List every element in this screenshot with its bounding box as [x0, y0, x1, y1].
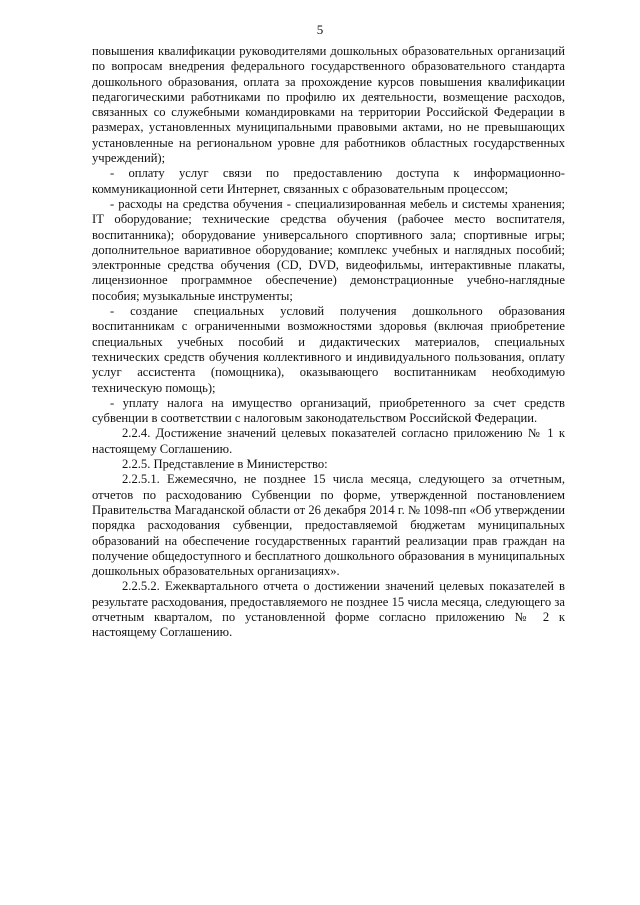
paragraph-learning-equipment: - расходы на средства обучения - специализированная мебель и системы хранения; IT оборудование; технические средства обучения (рабочее место воспитателя, воспитанника); оборудование универсального спортивного зала; спортивные игры; дополнительное вариативное оборудование; комплекс учебных и наглядных пособий; электронные средства обучения (CD, DVD, видеофильмы, интерактивные плакаты, лицензионное программное обеспечение) демонстрационные учебно-наглядные пособия; музыкальные инструменты; [92, 196, 565, 303]
paragraph-2-2-5-1: 2.2.5.1. Ежемесячно, не позднее 15 числа месяца, следующего за отчетным, отчетов по расходованию Субвенции по форме, утвержденной постановлением Правительства Магаданской области от 26 декабря 2014 г. № 1098-пп «Об утверждении порядка расходования субвенции, предоставляемой бюджетам муниципальных образований на обеспечение государственных гарантий реализации прав граждан на получение общедоступного и бесплатного дошкольного образования в муниципальных дошкольных образовательных организациях». [92, 472, 565, 579]
document-body [92, 44, 565, 641]
paragraph-special-conditions: - создание специальных условий получения дошкольного образования воспитанникам с ограниченными возможностями здоровья (включая приобретение специальных учебных пособий и дидактических материалов, специальных технических средств обучения коллективного и индивидуального пользования, оплату услуг ассистента (помощника), оказывающего воспитанникам необходимую техническую помощь); [92, 304, 565, 395]
page-number: 5 [316, 22, 324, 37]
paragraph-property-tax: - уплату налога на имущество организаций, приобретенного за счет средств субвенции в соответствии с налоговым законодательством Российской Федерации. [92, 395, 565, 426]
paragraph-2-2-5: 2.2.5. Представление в Министерство: [122, 457, 328, 472]
paragraph-2-2-5-2: 2.2.5.2. Ежеквартального отчета о достижении значений целевых показателей в результате расходования, предоставляемого не позднее 15 числа месяца, следующего за отчетным кварталом, по установленной форме согласно приложению № 2 к настоящему Соглашению. [92, 579, 565, 640]
paragraph-2-2-4: 2.2.4. Достижение значений целевых показателей согласно приложению № 1 к настоящему Соглашению. [92, 426, 565, 456]
paragraph-internet-services: - оплату услуг связи по предоставлению доступа к информационно-коммуникационной сети Интернет, связанных с образовательным процессом; [92, 166, 565, 196]
paragraph-continuation: повышения квалификации руководителями дошкольных образовательных организаций по вопросам внедрения федерального государственного образовательного стандарта дошкольного образования, оплата за прохождение курсов повышения квалификации педагогическими работниками по профилю их деятельности, возмещение расходов, связанных со служебными командировками на территории Российской Федерации в размерах, установленных муниципальными правовыми актами, но не превышающих установленные на региональном уровне для работников областных государственных учреждений); [92, 44, 565, 166]
